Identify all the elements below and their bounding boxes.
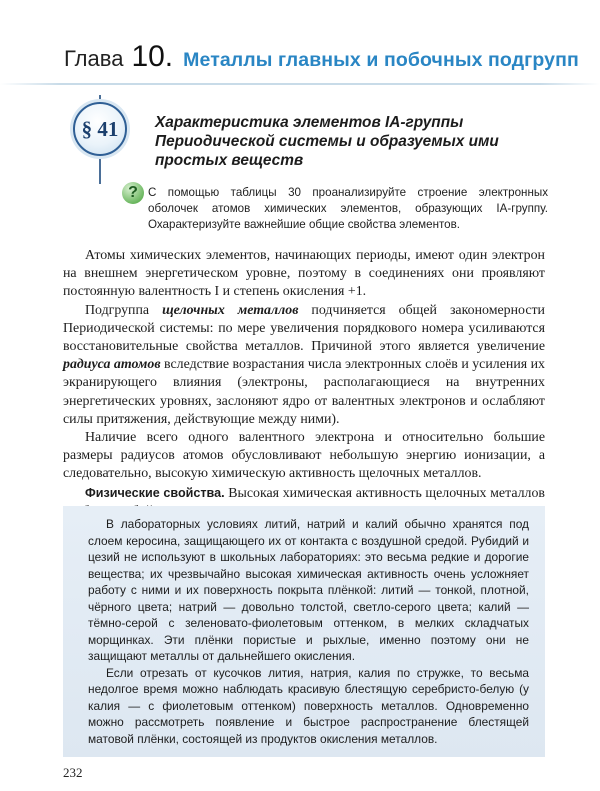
- paragraph: Атомы химических элементов, начинающих периоды, имеют один электрон на внешнем энергетическом уровне, поэтому в соединениях они проявляют постоянную валентность I и степень окисления +1.: [63, 248, 545, 300]
- page-number: 232: [63, 765, 83, 780]
- paragraph: Наличие всего одного валентного электрона и относительно большие размеры радиусов атомов обусловливают небольшую энергию ионизации, а следовательно, высокую химическую активность щелочных металлов.: [63, 430, 545, 482]
- term-atomic-radius: радиуса атомов: [63, 357, 161, 373]
- badge-connector-bottom: [99, 154, 101, 184]
- question-icon: ?: [122, 182, 144, 204]
- section-number-badge: § 41: [73, 102, 127, 156]
- subheading-physical-properties: Физические свойства.: [85, 485, 225, 500]
- question-prompt: С помощью таблицы 30 проанализируйте строение электронных оболочек атомов химических элементов, образующих IA-группу. Охарактеризуйте важнейшие общие свойства элементов.: [148, 186, 548, 232]
- chapter-word: Глава: [64, 46, 124, 71]
- chapter-title: Металлы главных и побочных подгрупп: [183, 49, 579, 71]
- chapter-number: 10.: [131, 40, 174, 73]
- section-title: Характеристика элементов IA-группы Периодической системы и образуемых ими простых веществ: [155, 114, 499, 169]
- info-paragraph: В лабораторных условиях литий, натрий и калий обычно хранятся под слоем керосина, защищающего их от контакта с воздушной средой. Рубидий и цезий не используют в школьных лабораториях: это весьма редкие и дорогие вещества; их чрезвычайно высокая химическая активность очень усложняет работу с ними и их поверхность покрыта плёнкой: литий — тонкой, плотной, чёрного цвета; натрий — довольно толстой, светло-серого цвета; калий — тёмно-серой с зеленовато-фиолетовым оттенком, в мелких складчатых морщинках. Эти плёнки пористые и рыхлые, именно поэтому они не защищают металлы от дальнейшего окисления.: [88, 517, 529, 663]
- chapter-divider: [0, 83, 600, 85]
- info-box-text: [88, 516, 529, 747]
- info-paragraph: Если отрезать от кусочков лития, натрия, калия по стружке, то весьма недолгое время можно наблюдать красивую блестящую серебристо-белую (у калия — с фиолетовым оттенком) поверхность металлов. Одновременно можно рассмотреть появление и быстрое распространение блестящей матовой плёнки, состоящей из продуктов окисления металлов.: [88, 665, 529, 746]
- paragraph-text: вследствие возрастания числа электронных слоёв и усиления их экранирующего влияния (электроны, располагающиеся на внутренних энергетических уровнях, заслоняют ядро от валентных электронов и ослабляют силы притяжения, действующие между ними).: [63, 357, 545, 427]
- chapter-header: [64, 40, 579, 74]
- paragraph-text: подчиняется общей закономерности Периодической системы: по мере увеличения порядкового номера усиливаются восстановительные свойства металлов. Причиной этого является увеличение: [63, 302, 545, 355]
- term-alkali-metals: щелочных металлов: [162, 302, 299, 318]
- main-text: [63, 247, 545, 521]
- paragraph: [63, 302, 545, 429]
- paragraph-text: Высокая химическая активность щелочных металлов: [228, 485, 545, 501]
- paragraph-text: Подгруппа: [85, 302, 163, 318]
